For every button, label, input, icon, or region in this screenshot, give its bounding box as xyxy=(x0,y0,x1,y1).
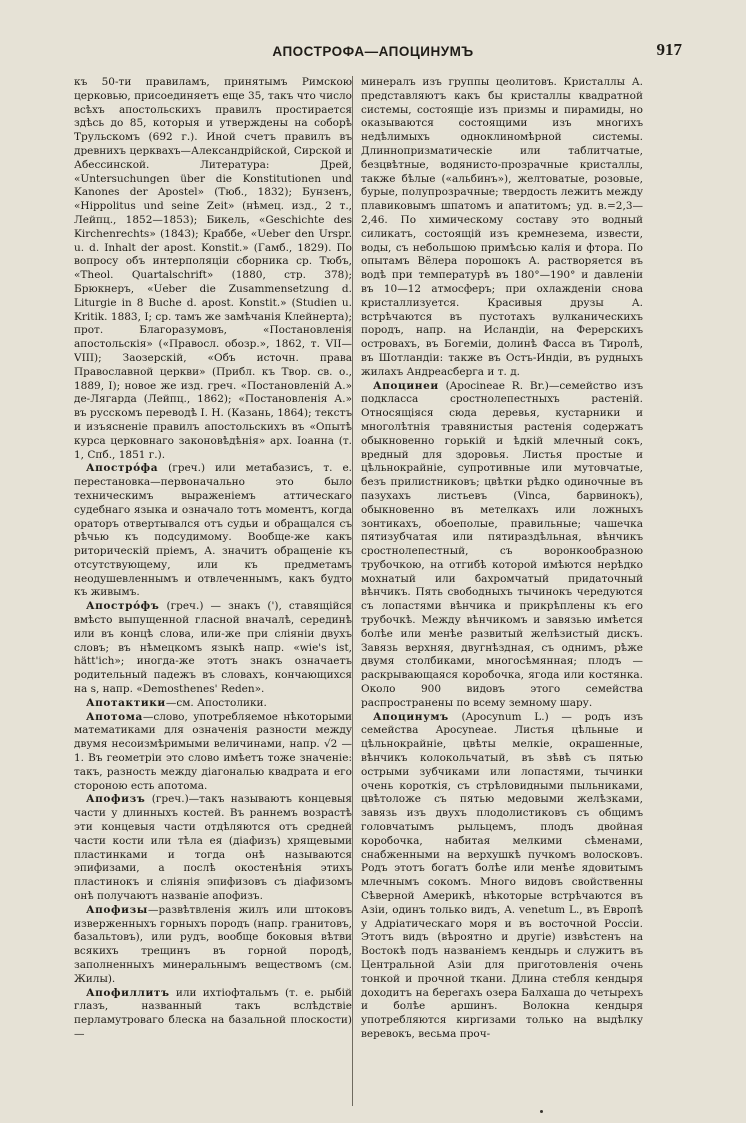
entry-apostrofa xyxy=(74,462,352,600)
entry-text: —развѣтвленія жилъ или штоковъ изверженныхъ горныхъ породъ (напр. гранитовъ, базальтовъ), или рудъ, вообще боковыя вѣтви всякихъ трещинъ въ горной породѣ, заполненныхъ минеральнымъ веществомъ (см. Жилы). xyxy=(74,903,352,985)
headword: Апофизы xyxy=(86,903,148,916)
entry-apofizy xyxy=(74,904,352,987)
entry-text: —см. Апостолики. xyxy=(165,696,267,709)
entry-apostrof xyxy=(74,600,352,697)
headword: Апоцинеи xyxy=(373,379,439,392)
entry-apotoma xyxy=(74,711,352,794)
entry-apotaktiki xyxy=(74,697,352,711)
paragraph: къ 50-ти правиламъ, принятымъ Римскою церковью, присоединяетъ еще 35, такъ что число всѣхъ апостольскихъ правилъ простирается здѣсь до 85, которыя и утверждены на соборѣ Трульскомъ (692 г.). Иной счетъ правилъ въ древнихъ церквахъ—Александрійской, Сирской и Абессинской. Литература: Дрей, «Untersuchungen über die Konstitutionen und Kanones der Apostel» (Тюб., 1832); Бунзенъ, «Hippolitus und seine Zeit» (нѣмец. изд., 2 т., Лейпц., 1852—1853); Бикель, «Geschichte des Kirchenrechts» (1843); Краббе, «Ueber den Urspr. u. d. Inhalt der apost. Konstit.» (Гамб., 1829). По вопросу объ интерполяціи сборника ср. Тюбъ, «Theol. Quartalschrift» (1880, стр. 378); Брюкнеръ, «Ueber die Zusammensetzung d. Liturgie in 8 Buche d. apost. Konstit.» (Studien u. Kritik. 1883, I; cp. тамъ же замѣчанія Клейнерта); прот. Благоразумовъ, «Постановленія апостольскія» («Правосл. обозр.», 1862, т. VII—VIII); Заозерскій, «Объ источн. права Православной церкви» (Прибл. къ Твор. св. о., 1889, I); новое же изд. греч. «Постановленій А.» де-Лягарда (Лейпц., 1862); «Постановленія А.» въ русскомъ переводѣ І. Н. (Казань, 1864); текстъ и изъясненіе правилъ апостольскихъ въ «Опытѣ курса церковнаго законовѣдѣнія» арх. Іоанна (т. 1, Спб., 1851 г.). xyxy=(74,76,352,461)
headword: Апотактики xyxy=(86,696,166,709)
headword: Апотома xyxy=(86,710,143,723)
page-number: 917 xyxy=(656,40,682,59)
entry-text: (греч.) — знакъ ('), ставящійся вмѣсто выпущенной гласной вначалѣ, серединѣ или въ концѣ слова, или-же при сліяніи двухъ словъ; въ нѣмецкомъ языкѣ напр. «wie's ist, hätt'ich»; иногда-же этотъ знакъ означаетъ родительный падежъ въ словахъ, кончающихся на s, напр. «Demosthenes' Reden». xyxy=(74,600,352,696)
entry-apotsinei xyxy=(361,380,643,711)
right-column xyxy=(361,76,643,1106)
left-column xyxy=(74,76,352,1106)
entry-text: (греч.) или метабазисъ, т. е. перестановка—первоначально это было техническимъ выраженіемъ аттическаго судебнаго языка и означало тотъ моментъ, когда ораторъ отвертывался отъ судьи и обращался съ рѣчью къ подсудимому. Вообще-же какъ риторическій пріемъ, А. значитъ обращеніе къ отсутствующему, или къ предметамъ неодушевленнымъ и отвлеченнымъ, какъ будто къ живымъ. xyxy=(74,462,352,599)
entry-text: или ихтіофтальмъ (т. е. рыбій глазъ, названный такъ вслѣдствіе перламутроваго блеска на базальной плоскости)— xyxy=(74,986,352,1040)
print-speck xyxy=(540,1110,543,1113)
entry-text: (греч.)—такъ называютъ концевыя части у длинныхъ костей. Въ раннемъ возрастѣ эти концевыя части отдѣляются отъ средней части кости или тѣла ея (діафизъ) хрящевыми пластинками и тогда онѣ называются эпифизами, а послѣ окостенѣнія этихъ пластинокъ и сліянія эпифизовъ съ діафизомъ онѣ получаютъ названіе апофизъ. xyxy=(74,793,352,903)
headword: Апофизъ xyxy=(86,793,146,806)
entry-text: (Apocynum L.) — родъ изъ семейства Apocyneae. Листья цѣльные и цѣльнокрайніе, цвѣты мелкіе, окрашенные, вѣнчикъ колокольчатый, въ зѣвѣ съ пятью острыми зубчиками или лопастями, тычинки очень короткія, съ стрѣловидными пыльниками, цвѣтоложе съ пятью медовыми желѣзками, завязь изъ двухъ плодолистиковъ съ общимъ головчатымъ рыльцемъ, плодъ двойная коробочка, набитая мелкими сѣменами, снабженными на верхушкѣ пучкомъ волосковъ. Родъ этотъ богатъ болѣе или менѣе ядовитымъ млечнымъ сокомъ. Много видовъ свойственны Сѣверной Америкѣ, нѣкоторые встрѣчаются въ Азіи, одинъ только видъ, A. venetum L., въ Европѣ у Адріатическаго моря и въ восточной Россіи. Этотъ видъ (вѣроятно и другіе) извѣстенъ на Востокѣ подъ названіемъ кендырь и служитъ въ Центральной Азіи для приготовленія очень тонкой и прочной ткани. Длина стебля кендыря доходитъ на берегахъ озера Балхаша до четырехъ и болѣе аршинъ. Волокна кендыря употребляются киргизами только на выдѣлку веревокъ, весьма проч- xyxy=(361,710,643,1040)
column-divider xyxy=(352,76,353,1106)
headword: Апоцинумъ xyxy=(373,710,449,723)
entry-apofiz xyxy=(74,793,352,903)
entry-apotsinum xyxy=(361,711,643,1042)
paragraph: минералъ изъ группы цеолитовъ. Кристаллы А. представляютъ какъ бы кристаллы квадратной системы, состоящіе изъ призмы и пирамиды, но оказываются состоящими изъ многихъ недѣлимыхъ одноклиномѣрной системы. Длиннопризматическіе или таблитчатые, безцвѣтные, водянисто-прозрачные кристаллы, также бѣлые («альбинъ»), желтоватые, розовые, бурые, полупрозрачные; твердость лежитъ между плавиковымъ шпатомъ и апатитомъ; уд. в.=2,3—2,46. По химическому составу это водный силикатъ, состоящій изъ кремнезема, извести, воды, съ небольшою примѣсью калія и фтора. По опытамъ Вёлера порошокъ А. растворяется въ водѣ при температурѣ въ 180°—190° и давленіи въ 10—12 атмосферъ; при охлажденіи снова кристаллизуется. Красивыя друзы А. встрѣчаются въ пустотахъ вулканическихъ породъ, напр. на Исландіи, на Ферерскихъ островахъ, въ Богеміи, долинѣ Фасса въ Тиролѣ, въ Шотландіи: также въ Остъ-Индіи, въ рудныхъ жилахъ Андреасберга и т. д. xyxy=(361,76,643,378)
entry-text: —слово, употребляемое нѣкоторыми математиками для означенія разности между двумя несоизмѣримыми величинами, напр. √2 — 1. Въ геометріи это слово имѣетъ тоже значеніе: такъ, разность между діагональю квадрата и его стороною есть апотома. xyxy=(74,710,352,792)
page-header xyxy=(70,40,682,64)
headword: Апостро́фъ xyxy=(86,600,160,613)
headword: Апостро́фа xyxy=(86,462,159,475)
running-head: АПОСТРОФА—АПОЦИНУМЪ xyxy=(272,44,474,59)
entry-apofillit xyxy=(74,987,352,1042)
entry-text: (Apocineae R. Br.)—семейство изъ подкласса сростнолепестныхъ растеній. Относящіяся сюда деревья, кустарники и многолѣтнія травянистыя растенія содержатъ обыкновенно горькій и ѣдкій млечный сокъ, вредный для здоровья. Листья простые и цѣльнокрайніе, супротивные или мутовчатые, безъ прилистниковъ; цвѣтки рѣдко одиночные въ пазухахъ листьевъ (Vinca, барвинокъ), обыкновенно въ метелкахъ или ложныхъ зонтикахъ, обоеполые, правильные; чашечка пятизубчатая или пятираздѣльная, вѣнчикъ сростнолепестный, съ воронкообразною трубочкою, на отгибѣ которой имѣются нерѣдко мохнатый или бахромчатый придаточный вѣнчикъ. Пять свободныхъ тычинокъ чередуются съ лопастями вѣнчика и прикрѣплены къ его трубочкѣ. Между вѣнчикомъ и завязью имѣется болѣе или менѣе развитый желѣзистый дискъ. Завязь верхняя, двугнѣздная, съ однимъ, рѣже двумя столбиками, многосѣмянная; плодъ — раскрывающаяся коробочка, ягода или костянка. Около 900 видовъ этого семейства распространены по всему земному шару. xyxy=(361,379,643,709)
headword: Апофиллитъ xyxy=(86,986,170,999)
